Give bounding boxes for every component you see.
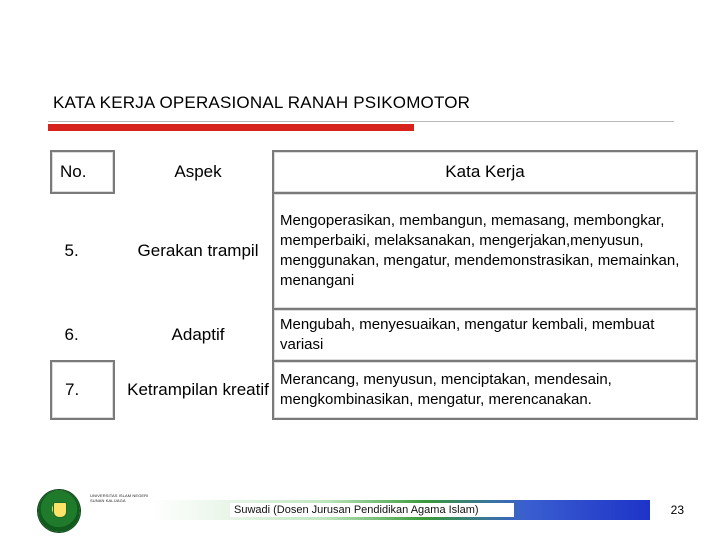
row-kata-kerja: Mengoperasikan, membangun, memasang, membongkar, memperbaiki, melaksanakan, mengerjakan,menyusun, menggunakan, mengatur, mendemonstrasikan, memainkan, menangani	[273, 193, 697, 309]
row-aspek: Adaptif	[124, 309, 274, 361]
row-aspek: Gerakan trampil	[124, 193, 274, 309]
title-divider	[48, 121, 674, 122]
header-kata-kerja: Kata Kerja	[273, 151, 697, 193]
university-name: UNIVERSITAS ISLAM NEGERI SUNAN KALIJAGA	[90, 493, 149, 503]
row-kata-kerja: Merancang, menyusun, menciptakan, mendesain, mengkombinasikan, mengatur, merencanakan.	[273, 361, 697, 419]
slide-footer	[38, 488, 698, 534]
title-accent-bar	[48, 124, 414, 131]
row-no: 7.	[51, 361, 114, 419]
header-no: No.	[51, 151, 114, 193]
page-number: 23	[670, 503, 684, 517]
slide-title: KATA KERJA OPERASIONAL RANAH PSIKOMOTOR	[53, 93, 471, 112]
footer-author: Suwadi (Dosen Jurusan Pendidikan Agama Islam)	[234, 504, 479, 516]
row-aspek: Ketrampilan kreatif	[124, 361, 274, 419]
verb-table	[50, 150, 698, 420]
table-row	[51, 309, 697, 361]
row-kata-kerja: Mengubah, menyesuaikan, mengatur kembali, membuat variasi	[273, 309, 697, 361]
row-no: 6.	[51, 309, 114, 361]
table-row	[51, 193, 697, 309]
row-no: 5.	[51, 193, 114, 309]
table-row	[51, 361, 697, 419]
university-seal-icon	[38, 490, 80, 532]
header-aspek: Aspek	[124, 151, 274, 193]
table-header-row	[51, 151, 697, 193]
